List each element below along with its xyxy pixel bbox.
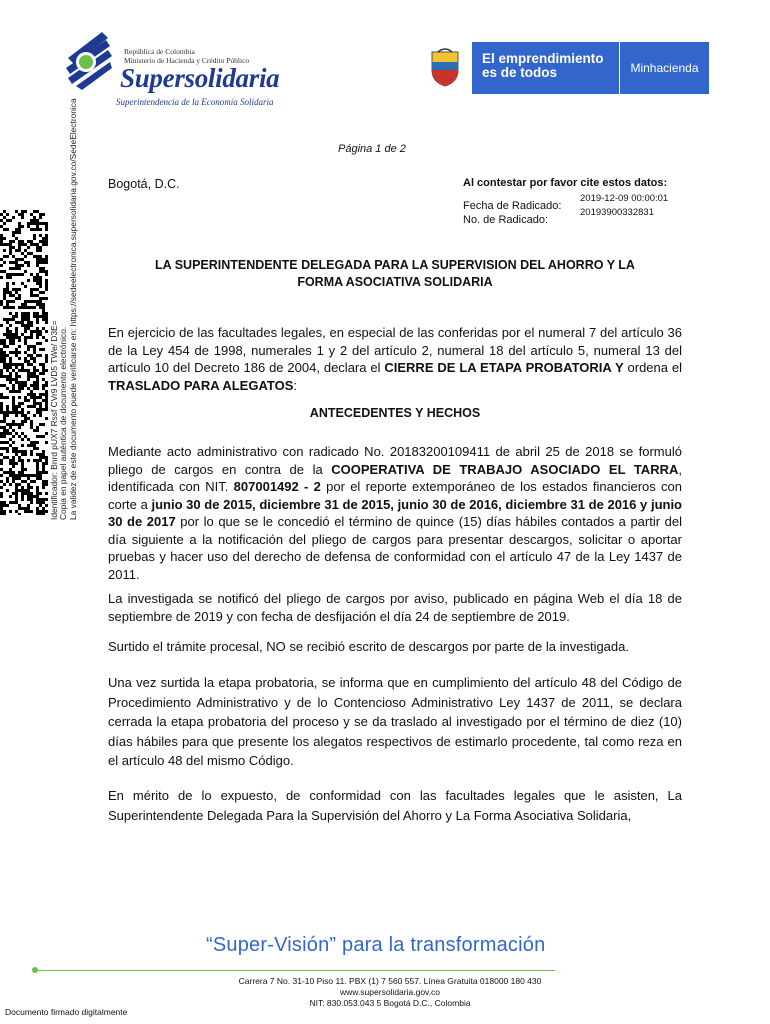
page-number: Página 1 de 2 <box>338 143 406 155</box>
paragraph-tramite: Surtido el trámite procesal, NO se recibió escrito de descargos por parte de la investigada. <box>108 639 629 654</box>
footer-web: www.supersolidaria.gov.co <box>340 987 440 997</box>
radicado-values: 2019-12-09 00:00:01 20193900332831 <box>580 193 669 218</box>
cite-heading: Al contestar por favor cite estos datos: <box>463 177 668 189</box>
document-title: LA SUPERINTENDENTE DELEGADA PARA LA SUPERVISION DEL AHORRO Y LA FORMA ASOCIATIVA SOLIDARIA <box>155 258 635 289</box>
section-heading: ANTECEDENTES Y HECHOS <box>309 406 481 420</box>
government-banner <box>417 42 709 94</box>
paragraph-intro: En ejercicio de las facultades legales, en especial de las conferidas por el numeral 7 del artículo 36 de la Ley 454 de 1998, numerales 1 y 2 del artículo 2, numeral 18 del artículo 5, numeral 13 del artículo 10 del Decreto 186 de 2004, declara el CIERRE DE LA ETAPA PROBATORIA Y ordena el TRASLADO PARA ALEGATOS: <box>108 325 682 393</box>
colombia-shield-icon <box>417 42 472 94</box>
paragraph-merito: En mérito de lo expuesto, de conformidad con las facultades legales que le asisten, La Superintendente Delegada Para la Supervisión del Ahorro y La Forma Asociativa Solidaria, <box>108 788 682 823</box>
verification-text: Identificador: Bnrd pUX7 Rssf CVr9 LVD5 TWe/ D3E= Copia en papel auténtica de documento electrónico. La validez de este documento puede verificarse en: https://sedeelectronica.supersolidaria.gov.co/SedeElectronica <box>49 98 78 520</box>
city: Bogotá, D.C. <box>108 177 180 191</box>
gov-slogan: El emprendimiento es de todos <box>472 42 619 94</box>
qr-barcode <box>0 210 48 515</box>
paragraph-antecedentes: Mediante acto administrativo con radicado No. 20183200109411 de abril 25 de 2018 se formuló pliego de cargos en contra de la COOPERATIVA DE TRABAJO ASOCIADO EL TARRA, identificada con NIT. 807001492 - 2 por el reporte extemporáneo de los estados financieros con corte a junio 30 de 2015, diciembre 31 de 2015, junio 30 de 2016, diciembre 31 de 2016 y junio 30 de 2017 por lo que se le concedió el término de quince (15) días hábiles contados a partir del día siguiente a la notificación del pliego de cargos para presentar descargos, solicitar o aportar pruebas y hacer uso del derecho de defensa de conformidad con el artículo 47 de la Ley 1437 de 2011. <box>108 444 682 582</box>
brand-name: Supersolidaria <box>120 63 280 93</box>
supersolidaria-logo-mark <box>62 28 114 92</box>
paragraph-etapa-probatoria: Una vez surtida la etapa probatoria, se informa que en cumplimiento del artículo 48 del Código de Procedimiento Administrativo y de lo Contencioso Administrativo Ley 1437 de 2011, se declara cerrada la etapa probatoria del proceso y se da traslado al investigado por el término de diez (10) días hábiles para que presente los alegatos respectivos de estimarlo procedente, tal como reza en el artículo 48 del mismo Código. <box>108 675 682 768</box>
radicado-labels: Fecha de Radicado: No. de Radicado: <box>463 200 562 226</box>
footer-line <box>35 970 555 971</box>
ministry-label: Minhacienda <box>620 42 709 94</box>
signed-note: Documento firmado digitalmente <box>5 1007 128 1017</box>
footer-nit: NIT: 830.053.043 5 Bogotá D.C., Colombia <box>309 998 471 1008</box>
paragraph-notificacion: La investigada se notificó del pliego de cargos por aviso, publicado en página Web el día 18 de septiembre de 2019 y con fecha de desfijación el día 24 de septiembre de 2019. <box>108 591 682 624</box>
brand-subtitle: Superintendencia de la Economía Solidaria <box>116 97 274 107</box>
republic-heading: República de Colombia Ministerio de Hacienda y Crédito Público <box>124 47 250 65</box>
footer-slogan: “Super-Visión” para la transformación <box>206 934 546 956</box>
footer-address: Carrera 7 No. 31-10 Piso 11. PBX (1) 7 560 557. Línea Gratuita 018000 180 430 <box>238 976 542 986</box>
